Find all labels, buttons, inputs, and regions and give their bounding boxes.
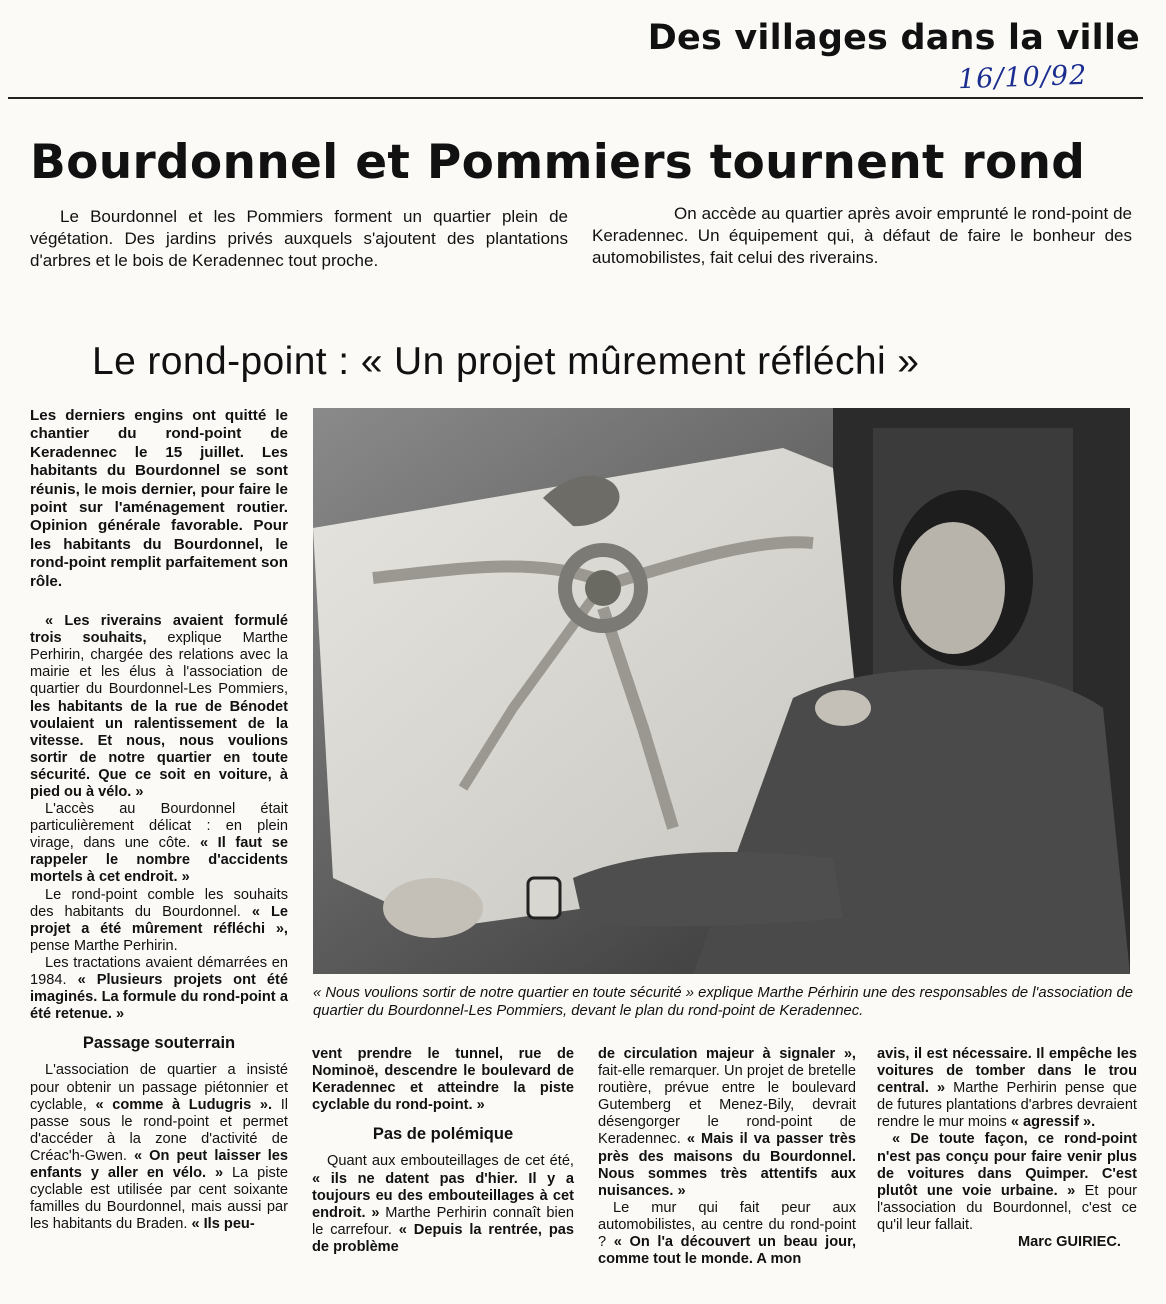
article-column-3 (598, 1046, 856, 1268)
paragraph: Le mur qui fait peur aux automobilistes, au centre du rond-point ? « On l'a découvert un beau jour, comme tout le monde. A mon (598, 1199, 856, 1268)
paragraph: L'accès au Bourdonnel était particulièrement délicat : en plein virage, dans une côte. « Il faut se rappeler le nombre d'accidents mortels à cet endroit. » (30, 801, 289, 886)
paragraph: « Les riverains avaient formulé trois souhaits, explique Marthe Perhirin, chargée des relations avec la mairie et les élus à l'association de quartier du Bourdonnel-Les Pommiers, les habitants de la rue de Bénodet voulaient un ralentissement de la vitesse. Et nous, nous voulions sortir de notre quartier en toute sécurité. Que ce soit en voiture, à pied ou à vélo. » (30, 613, 288, 800)
author-signature: Marc GUIRIEC. (1018, 1234, 1121, 1251)
section-kicker: Des villages dans la ville (647, 18, 1140, 58)
paragraph: Quant aux embouteillages de cet été, « ils ne datent pas d'hier. Il y a toujours eu des embouteillages à cet endroit. » Marthe Perhirin connaît bien le carrefour. « Depuis la rentrée, pas de problème (312, 1153, 574, 1255)
subhead-passage-souterrain: Passage souterrain (82, 1034, 236, 1053)
intro-left: Le Bourdonnel et les Pommiers forment un quartier plein de végétation. Des jardins privés auxquels s'ajoutent des plantations d'arbres et le bois de Keradennec tout proche. (30, 207, 568, 271)
paragraph: avis, il est nécessaire. Il empêche les voitures de tomber dans le trou central. » Marthe Perhirin pense que de futures plantations d'arbres devraient rendre le mur moins « agressif ». (877, 1046, 1137, 1131)
photo-caption: « Nous voulions sortir de notre quartier en toute sécurité » explique Marthe Pérhirin une des responsables de l'association de quartier du Bourdonnel-Les Pommiers, devant le plan du rond-point de Keradennec. (313, 985, 1133, 1019)
subheadline: Le rond-point : « Un projet mûrement réfléchi » (92, 340, 920, 383)
header-rule (8, 97, 1143, 99)
article-column-4 (877, 1046, 1137, 1251)
paragraph: Les tractations avaient démarrées en 1984. « Plusieurs projets ont été imaginés. La formule du rond-point a été retenue. » (30, 954, 288, 1023)
paragraph: Le rond-point comble les souhaits des habitants du Bourdonnel. « Le projet a été mûrement réfléchi », pense Marthe Perhirin. (30, 886, 289, 954)
article-column-1 (30, 407, 288, 1233)
lede: Les derniers engins ont quitté le chantier du rond-point de Keradennec le 15 juillet. Les habitants du Bourdonnel se sont réunis, le mois dernier, pour faire le point sur l'aménagement routier. Opinion générale favorable. Pour les habitants du Bourdonnel, le rond-point remplit parfaitement son rôle. (30, 407, 288, 590)
paragraph: vent prendre le tunnel, rue de Nominoë, descendre le boulevard de Keradennec et atteindre la piste cyclable du rond-point. » (312, 1046, 574, 1114)
subhead-pas-de-polemique: Pas de polémique (372, 1125, 514, 1144)
paragraph: de circulation majeur à signaler », fait-elle remarquer. Un projet de bretelle routière, prévue entre le boulevard Gutemberg et Menez-Bily, devrait désengorger le rond-point de Keradennec. « Mais il va passer très près des maisons du Bourdonnel. Nous sommes très attentifs aux nuisances. » (598, 1046, 856, 1199)
handwritten-date: 16/10/92 (957, 59, 1088, 96)
intro-right: On accède au quartier après avoir emprunté le rond-point de Keradennec. Un équipement qui, à défaut de faire le bonheur des automobilistes, fait celui des riverains. (592, 204, 1132, 268)
article-column-2 (312, 1046, 574, 1256)
paragraph: « De toute façon, ce rond-point n'est pas conçu pour faire venir plus de voitures dans Quimper. C'est plutôt une voie urbaine. » Et pour l'association du Bourdonnel, c'est ce qu'il leur fallait. (877, 1131, 1138, 1233)
headline: Bourdonnel et Pommiers tournent rond (30, 135, 1086, 190)
article-photo (313, 408, 1130, 974)
paragraph: L'association de quartier a insisté pour obtenir un passage piétonnier et cyclable, « comme à Ludugris ». Il passe sous le rond-point et permet d'accéder à la zone d'activité de Créac'h-Gwen. « On peut laisser les enfants y aller en vélo. » La piste cyclable est utilisée par cent soixante familles du Bourdonnel, mais aussi par les habitants du Braden. « Ils peu- (30, 1062, 288, 1233)
